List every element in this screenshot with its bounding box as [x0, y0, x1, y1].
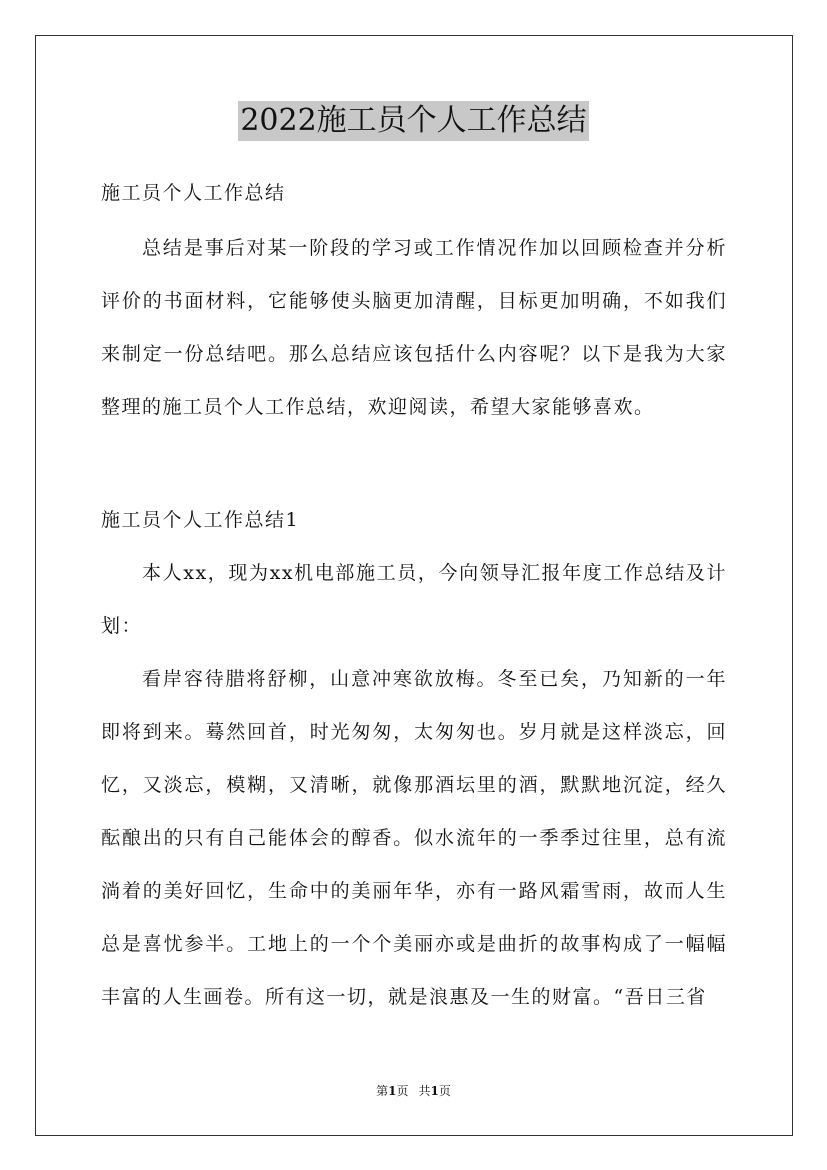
section-heading: 施工员个人工作总结1	[101, 509, 300, 531]
section-heading-block	[101, 507, 727, 533]
page-current: 1	[388, 1084, 397, 1098]
report-paragraph: 本人xx，现为xx机电部施工员，今向领导汇报年度工作总结及计划：	[101, 562, 727, 637]
page-unit: 页	[396, 1084, 409, 1098]
page-prefix: 第	[376, 1084, 389, 1098]
section-body	[101, 547, 727, 1024]
document-subtitle: 施工员个人工作总结	[101, 182, 286, 204]
page-footer	[0, 1083, 827, 1099]
narrative-paragraph: 看岸容待腊将舒柳，山意冲寒欲放梅。冬至已矣，乃知新的一年即将到来。蓦然回首，时光匆匆，太匆匆也。岁月就是这样淡忘，回忆，又淡忘，模糊，又清晰，就像那酒坛里的酒，默默地沉淀，经久酝酿出的只有自己能体会的醇香。似水流年的一季季过往里，总有流淌着的美好回忆，生命中的美丽年华，亦有一路风霜雪雨，故而人生总是喜忧参半。工地上的一个个美丽亦或是曲折的故事构成了一幅幅丰富的人生画卷。所有这一切，就是浪惠及一生的财富。“吾日三省	[101, 668, 727, 1008]
intro-paragraph: 总结是事后对某一阶段的学习或工作情况作加以回顾检查并分析评价的书面材料，它能够使头脑更加清醒，目标更加明确，不如我们来制定一份总结吧。那么总结应该包括什么内容呢？以下是我为大家整理的施工员个人工作总结，欢迎阅读，希望大家能够喜欢。	[101, 237, 727, 418]
total-unit: 页	[438, 1084, 451, 1098]
document-title: 2022施工员个人工作总结	[238, 101, 588, 141]
page-total: 1	[430, 1084, 439, 1098]
subtitle-block	[101, 180, 727, 206]
title-container	[0, 101, 827, 141]
intro-block	[101, 222, 727, 434]
total-prefix: 共	[418, 1084, 431, 1098]
